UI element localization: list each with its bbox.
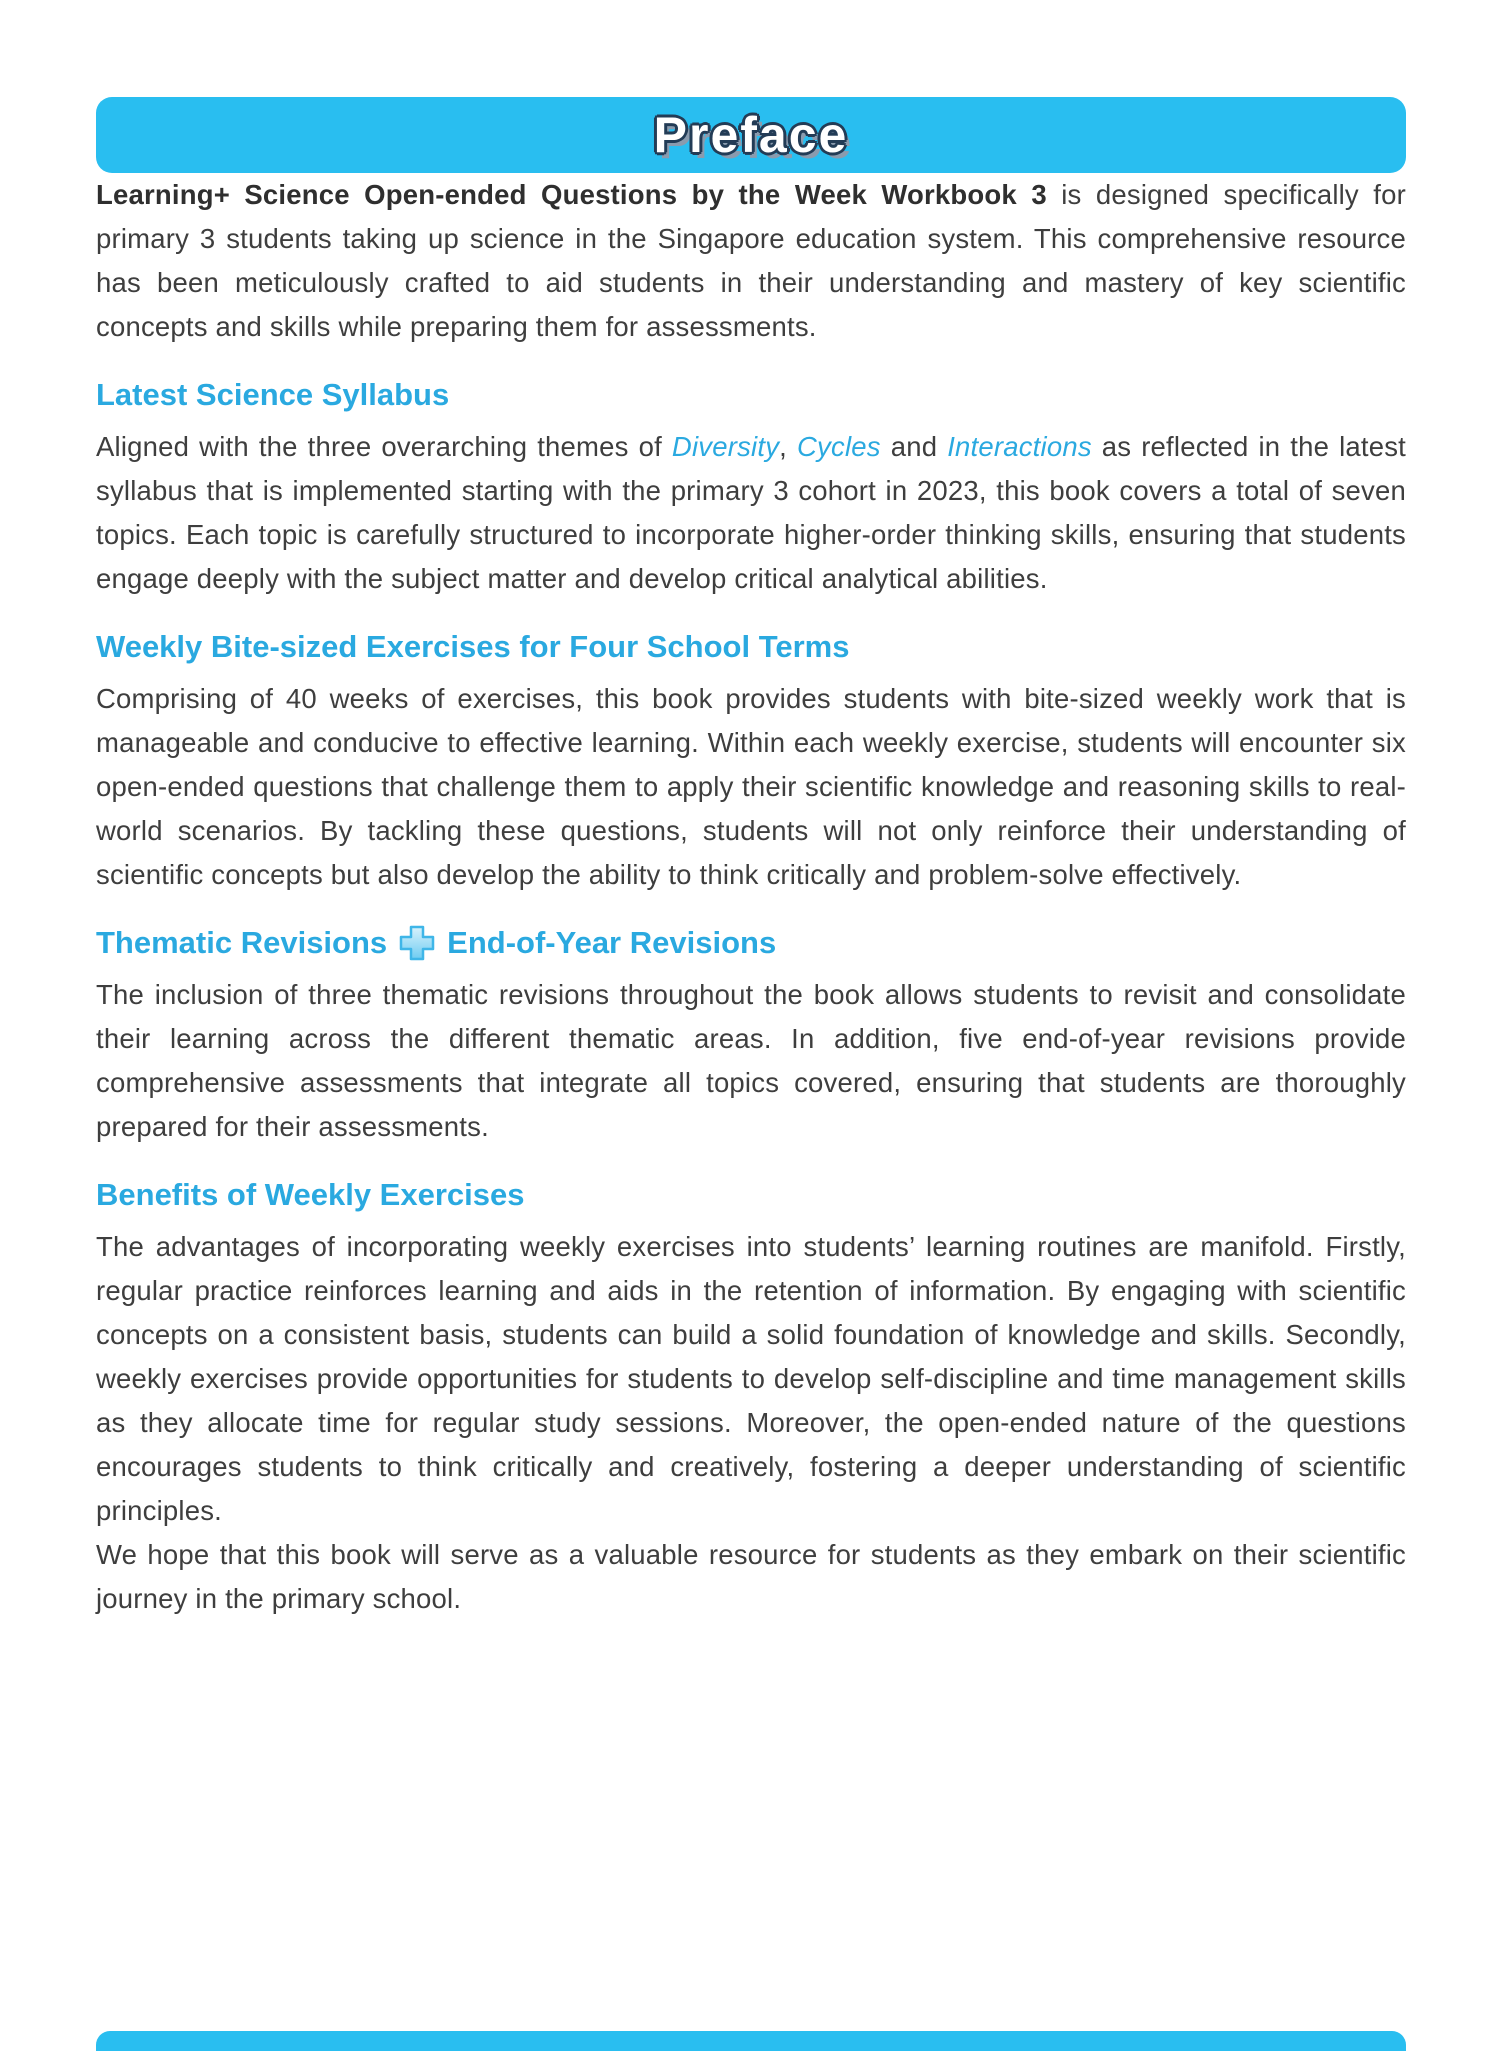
section-weekly-bite-sized-exercises: [96, 627, 1406, 897]
page-title: Preface: [653, 107, 849, 163]
section-latest-science-syllabus: [96, 375, 1406, 601]
preface-page: [96, 0, 1406, 1621]
section-heading-text: End-of-Year Revisions: [447, 925, 777, 960]
section-heading: [96, 375, 1406, 415]
section-heading-text: Thematic Revisions: [96, 925, 388, 960]
section-heading: [96, 627, 1406, 667]
intro-paragraph: Learning+ Science Open-ended Questions by the Week Workbook 3 is designed specifically for primary 3 students taking up science in the Singapore education system. This comprehensive resource has been meticulously crafted to aid students in their understanding and mastery of key scientific concepts and skills while preparing them for assessments.: [96, 179, 1406, 342]
section-heading: [96, 1175, 1406, 1215]
footer-banner-bar: [96, 2031, 1406, 2051]
section-benefits-of-weekly-exercises: [96, 1175, 1406, 1533]
section-heading: [96, 923, 1406, 963]
section-heading-text: Weekly Bite-sized Exercises for Four School Terms: [96, 629, 850, 664]
section-heading-text: Latest Science Syllabus: [96, 377, 450, 412]
section-paragraph: Aligned with the three overarching themes of Diversity, Cycles and Interactions as reflected in the latest syllabus that is implemented starting with the primary 3 cohort in 2023, this book covers a total of seven topics. Each topic is carefully structured to incorporate higher-order thinking skills, ensuring that students engage deeply with the subject matter and develop critical analytical abilities.: [96, 431, 1407, 594]
preface-banner: [96, 97, 1406, 173]
section-thematic-and-end-of-year-revisions: [96, 923, 1406, 1149]
section-paragraph: The inclusion of three thematic revisions throughout the book allows students to revisit and consolidate their learning across the different thematic areas. In addition, five end-of-year revisions provide comprehensive assessments that integrate all topics covered, ensuring that students are thoroughly prepared for their assessments.: [96, 979, 1406, 1142]
closing-paragraph: We hope that this book will serve as a valuable resource for students as they embark on their scientific journey in the primary school.: [96, 1539, 1406, 1614]
plus-icon: [397, 923, 437, 963]
section-heading-text: Benefits of Weekly Exercises: [96, 1177, 525, 1212]
section-paragraph: Comprising of 40 weeks of exercises, this book provides students with bite-sized weekly work that is manageable and conducive to effective learning. Within each weekly exercise, students will encounter six open-ended questions that challenge them to apply their scientific knowledge and reasoning skills to real-world scenarios. By tackling these questions, students will not only reinforce their understanding of scientific concepts but also develop the ability to think critically and problem-solve effectively.: [96, 683, 1406, 890]
section-paragraph: The advantages of incorporating weekly exercises into students’ learning routines are manifold. Firstly, regular practice reinforces learning and aids in the retention of information. By engaging with scientific concepts on a consistent basis, students can build a solid foundation of knowledge and skills. Secondly, weekly exercises provide opportunities for students to develop self-discipline and time management skills as they allocate time for regular study sessions. Moreover, the open-ended nature of the questions encourages students to think critically and creatively, fostering a deeper understanding of scientific principles.: [96, 1231, 1406, 1526]
